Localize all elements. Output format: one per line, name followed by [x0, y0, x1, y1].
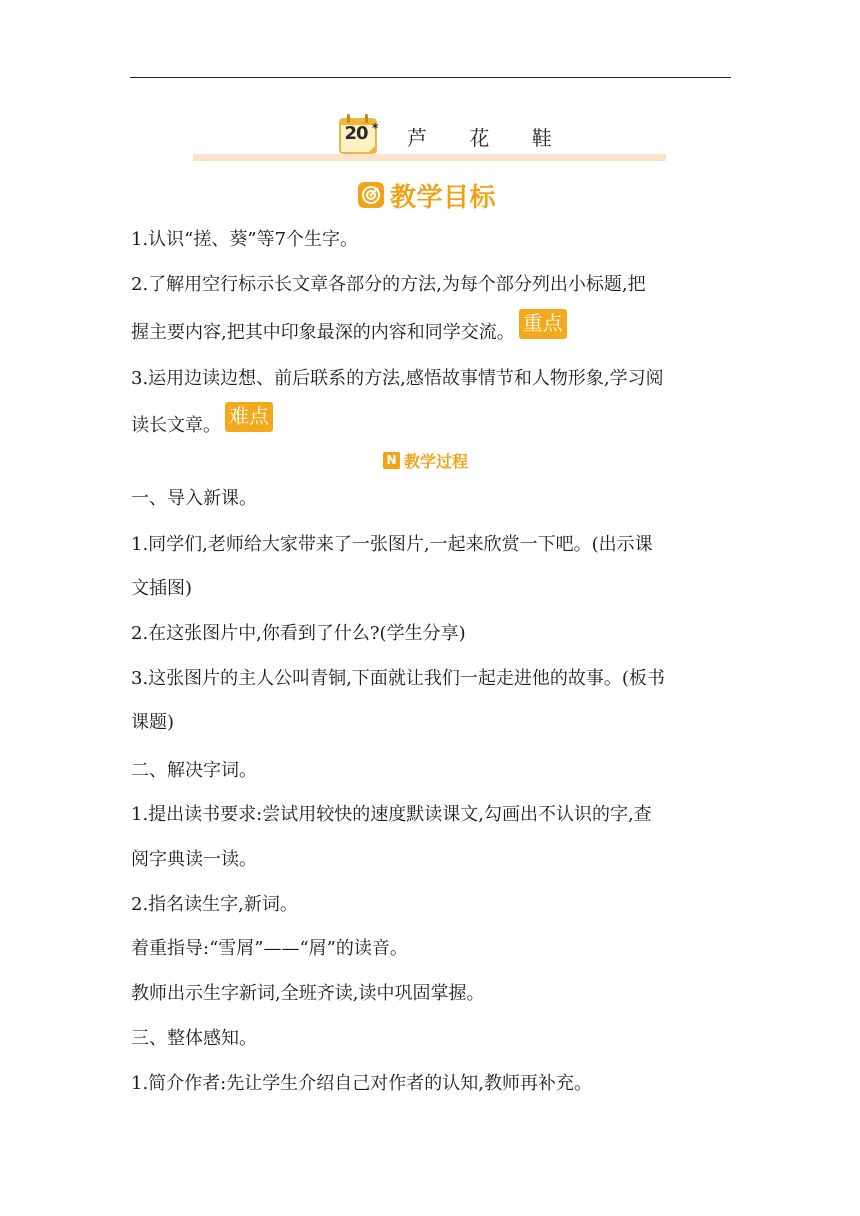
process-line: 阅字典读一读。 — [131, 849, 257, 870]
lesson-mark: * — [372, 121, 379, 135]
process-line: 三、整体感知。 — [131, 1028, 257, 1049]
key-point-badge: 重点 — [519, 309, 567, 339]
process-line: 1.同学们,老师给大家带来了一张图片,一起来欣赏一下吧。(出示课 — [131, 534, 653, 555]
difficult-point-badge: 难点 — [225, 402, 273, 432]
process-line: 3.这张图片的主人公叫青铜,下面就让我们一起走进他的故事。(板书 — [131, 668, 665, 689]
process-heading-text: 教学过程 — [404, 451, 469, 471]
process-line: 一、导入新课。 — [131, 488, 257, 509]
goal-item: 1.认识“搓、葵”等7个生字。 — [131, 229, 359, 250]
target-icon — [358, 182, 384, 208]
top-rule — [130, 77, 731, 78]
process-line: 1.简介作者:先让学生介绍自己对作者的认知,教师再补充。 — [131, 1073, 592, 1094]
goal-item — [131, 311, 731, 351]
process-heading — [383, 449, 468, 471]
goal-item: 3.运用边读边想、前后联系的方法,感悟故事情节和人物形象,学习阅 — [131, 368, 664, 389]
process-line: 着重指导:“雪屑”——“屑”的读音。 — [131, 938, 408, 959]
lesson-number: 20 — [344, 123, 368, 144]
lesson-title: 芦 花 鞋 — [407, 126, 570, 150]
process-line: 课题) — [131, 712, 175, 733]
process-line: 2.在这张图片中,你看到了什么?(学生分享) — [131, 623, 466, 644]
goal-item — [131, 404, 731, 444]
process-line: 文插图) — [131, 578, 193, 599]
process-line: 2.指名读生字,新词。 — [131, 894, 298, 915]
goals-heading — [358, 178, 496, 212]
lesson-header — [193, 108, 666, 164]
process-line: 1.提出读书要求:尝试用较快的速度默读课文,勾画出不认识的字,查 — [131, 804, 652, 825]
process-line: 二、解决字词。 — [131, 760, 257, 781]
goals-heading-text: 教学目标 — [390, 182, 497, 213]
process-icon: N — [383, 452, 400, 469]
goal-item-text: 读长文章。 — [131, 415, 221, 436]
goal-item-text: 握主要内容,把其中印象最深的内容和同学交流。 — [131, 322, 515, 343]
calendar-icon — [338, 113, 386, 157]
process-line: 教师出示生字新词,全班齐读,读中巩固掌握。 — [131, 983, 485, 1004]
header-band — [193, 154, 666, 161]
goal-item: 2.了解用空行标示长文章各部分的方法,为每个部分列出小标题,把 — [131, 274, 646, 295]
